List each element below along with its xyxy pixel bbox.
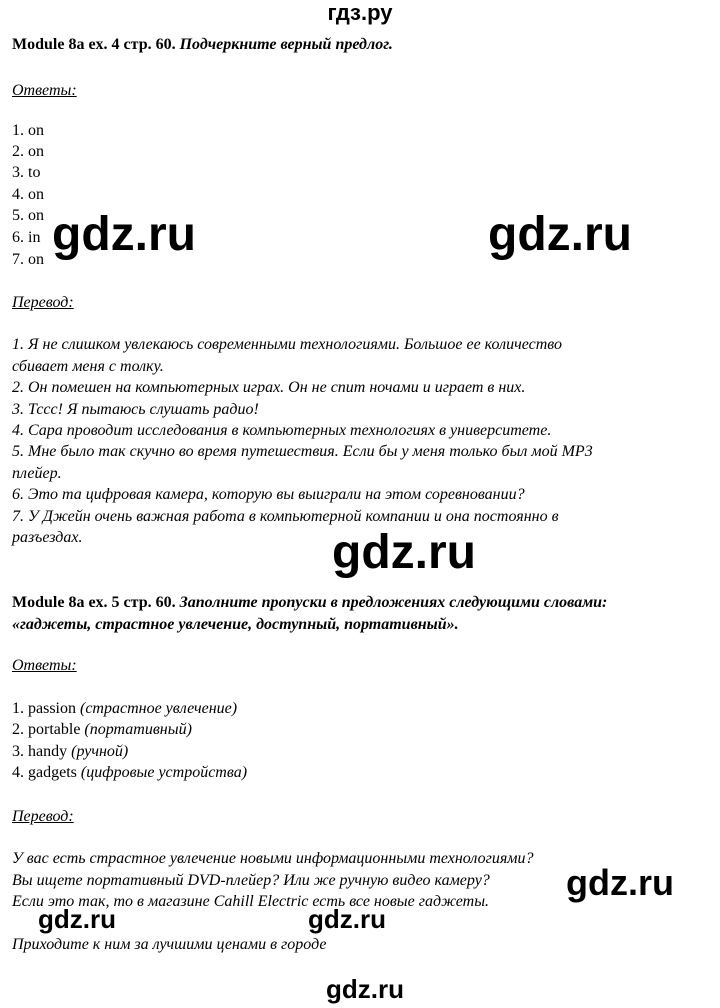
- ex4-title-label: Module 8a ex. 4 стр. 60.: [12, 36, 176, 53]
- ex4-translation-line: 1. Я не слишком увлекаюсь современными технологиями. Большое ее количество: [12, 336, 563, 353]
- watermark: gdz.ru: [308, 904, 386, 934]
- ex5-title-task: Заполните пропуски в предложениях следующими словами:: [179, 594, 608, 611]
- watermark: gdz.ru: [52, 208, 196, 261]
- ex5-translation-line: У вас есть страстное увлечение новыми информационными технологиями?: [12, 850, 534, 867]
- ex4-translation-line: 2. Он помешен на компьютерных играх. Он не спит ночами и играет в них.: [12, 379, 526, 396]
- ex5-answer: [12, 719, 192, 740]
- ex5-answer-note: (портативный): [84, 721, 192, 738]
- ex5-answer: [12, 762, 247, 783]
- watermark: gdz.ru: [38, 904, 116, 934]
- ex5-answer-word: 4. gadgets: [12, 764, 77, 781]
- ex5-translation-line: Если это так, то в магазине Cahill Electric есть все новые гаджеты.: [12, 893, 490, 910]
- ex4-translation-line: 5. Мне было так скучно во время путешествия. Если бы у меня только был мой MP3: [12, 443, 593, 460]
- ex5-title-label: Module 8a ex. 5 стр. 60.: [12, 594, 176, 611]
- watermark: gdz.ru: [326, 974, 404, 1004]
- ex4-title: [12, 34, 393, 55]
- ex4-answer: 6. in: [12, 229, 41, 246]
- ex4-translation-line: 3. Тссс! Я пытаюсь слушать радио!: [12, 401, 259, 418]
- ex4-answers-heading: Ответы:: [12, 82, 77, 99]
- ex5-answer-word: 3. handy: [12, 743, 68, 760]
- ex4-answer: 1. on: [12, 122, 44, 139]
- ex5-answer-note: (страстное увлечение): [80, 700, 238, 717]
- ex5-title-task-words: «гаджеты, страстное увлечение, доступный, портативный».: [12, 616, 459, 633]
- ex5-translation-line: Вы ищете портативный DVD-плейер? Или же ручную видео камеру?: [12, 872, 490, 889]
- ex5-answer-word: 2. portable: [12, 721, 81, 738]
- ex5-answers-heading: Ответы:: [12, 657, 77, 674]
- ex4-translation-line: 4. Сара проводит исследования в компьютерных технологиях в университете.: [12, 422, 552, 439]
- ex4-translation-line: разъездах.: [12, 529, 83, 546]
- ex5-answer: [12, 698, 237, 719]
- ex4-answer: 2. on: [12, 143, 44, 160]
- ex4-title-task: Подчеркните верный предлог.: [179, 36, 393, 53]
- site-header: гдз.ру: [327, 0, 393, 25]
- watermark: gdz.ru: [332, 526, 476, 579]
- ex5-translation-line: Приходите к ним за лучшими ценами в городе: [12, 936, 327, 953]
- ex4-answer: 7. on: [12, 251, 44, 268]
- watermark: gdz.ru: [488, 208, 632, 261]
- ex4-translation-line: 7. У Джейн очень важная работа в компьютерной компании и она постоянно в: [12, 508, 559, 525]
- ex4-translation-line: 6. Это та цифровая камера, которую вы выиграли на этом соревновании?: [12, 486, 525, 503]
- ex5-answer-word: 1. passion: [12, 700, 76, 717]
- ex5-answer: [12, 741, 128, 762]
- ex4-translation-line: сбивает меня с толку.: [12, 358, 164, 375]
- ex5-answer-note: (ручной): [71, 743, 129, 760]
- ex5-title: [12, 592, 607, 613]
- ex4-translation-heading: Перевод:: [12, 294, 74, 311]
- watermark: gdz.ru: [566, 862, 674, 903]
- ex4-translation-line: плейер.: [12, 465, 62, 482]
- ex4-answer: 5. on: [12, 207, 44, 224]
- ex5-translation-heading: Перевод:: [12, 808, 74, 825]
- ex5-answer-note: (цифровые устройства): [80, 764, 248, 781]
- ex4-answer: 4. on: [12, 186, 44, 203]
- ex4-answer: 3. to: [12, 164, 41, 181]
